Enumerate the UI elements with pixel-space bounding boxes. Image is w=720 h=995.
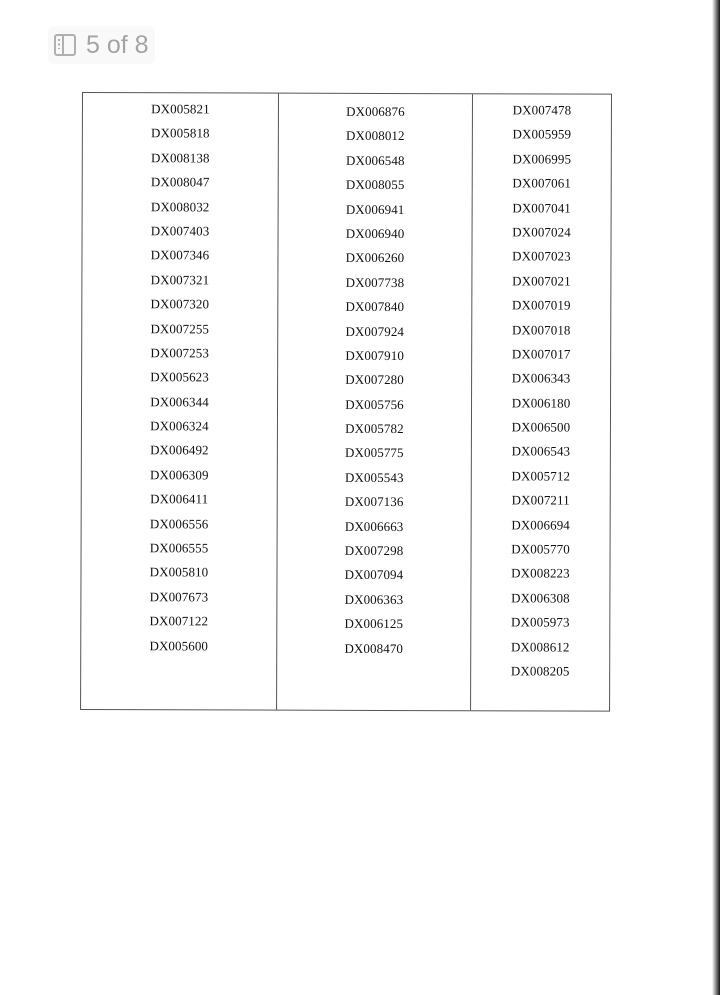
- table-cell: DX006995: [512, 151, 572, 167]
- table-cell: DX008223: [511, 565, 570, 581]
- table-cell: DX008032: [150, 198, 210, 214]
- table-cell: DX007346: [150, 247, 210, 263]
- table-cell: DX005600: [149, 637, 209, 653]
- table-cell: DX007321: [150, 271, 210, 288]
- table-cell: DX007924: [345, 323, 405, 339]
- table-cell: DX007017: [511, 346, 571, 362]
- table-cell: DX006500: [511, 419, 571, 435]
- table-cell: DX006663: [344, 518, 404, 534]
- table-cell: DX005623: [150, 369, 209, 385]
- table-cell: DX007024: [512, 224, 571, 240]
- table-cell: DX005821: [151, 101, 210, 117]
- table-cell: DX007061: [512, 175, 572, 191]
- table-cell: DX005543: [344, 469, 404, 485]
- table-cell: DX007320: [150, 296, 210, 312]
- table-cell: DX005782: [345, 420, 404, 437]
- table-cell: DX008470: [344, 640, 404, 656]
- id-column-2: [277, 94, 473, 711]
- table-cell: DX005770: [511, 541, 570, 557]
- table-cell: DX007023: [512, 248, 571, 264]
- table-cell: DX006180: [511, 395, 571, 411]
- table-cell: DX005959: [512, 126, 572, 142]
- table-cell: DX007021: [512, 273, 571, 289]
- table-cell: DX007298: [344, 542, 404, 559]
- table-cell: DX008205: [510, 663, 570, 679]
- table-cell: DX006343: [511, 370, 571, 386]
- table-cell: DX008055: [345, 177, 405, 193]
- table-cell: DX008012: [346, 128, 405, 144]
- table-cell: DX007478: [512, 102, 572, 118]
- table-cell: DX006548: [345, 152, 405, 168]
- table-cell: DX006125: [344, 616, 404, 632]
- table-cell: DX006543: [511, 443, 571, 460]
- id-column-3: [471, 94, 611, 710]
- table-cell: DX007403: [150, 223, 210, 239]
- table-cell: DX008047: [150, 174, 210, 190]
- table-cell: DX006556: [149, 515, 209, 532]
- table-cell: DX005810: [149, 564, 209, 580]
- table-cell: DX007122: [149, 613, 209, 629]
- table-cell: DX006363: [344, 591, 404, 607]
- table-cell: DX007094: [344, 567, 404, 583]
- table-cell: DX007019: [512, 297, 571, 313]
- table-cell: DX007910: [345, 347, 404, 363]
- page-indicator[interactable]: [48, 26, 155, 64]
- table-cell: DX006941: [345, 201, 405, 217]
- pages-icon: [54, 34, 76, 56]
- table-cell: DX007253: [150, 345, 209, 361]
- table-cell: DX006260: [345, 250, 405, 266]
- table-cell: DX007673: [149, 589, 209, 605]
- table-cell: DX006411: [150, 491, 209, 507]
- id-column-1: [81, 93, 279, 710]
- table-cell: DX006309: [149, 467, 209, 483]
- page-edge-shadow: [712, 0, 720, 995]
- table-cell: DX007280: [345, 372, 404, 388]
- table-cell: DX007018: [511, 321, 571, 338]
- table-cell: DX006492: [150, 442, 209, 458]
- table-cell: DX007738: [345, 274, 405, 290]
- table-cell: DX008138: [150, 149, 210, 166]
- page-indicator-label: 5 of 8: [86, 30, 149, 59]
- table-cell: DX008612: [510, 638, 570, 655]
- table-cell: DX007211: [511, 492, 570, 508]
- table-cell: DX006308: [511, 590, 570, 606]
- table-cell: DX007041: [512, 199, 571, 216]
- table-cell: DX007840: [345, 298, 405, 315]
- table-cell: DX006324: [150, 418, 209, 434]
- table-cell: DX005818: [151, 125, 210, 141]
- document-id-table: [80, 92, 612, 712]
- table-cell: DX006555: [149, 540, 209, 556]
- table-cell: DX006940: [345, 225, 405, 241]
- table-cell: DX007255: [150, 320, 210, 336]
- table-cell: DX005712: [511, 468, 571, 484]
- table-cell: DX005775: [345, 445, 404, 461]
- table-cell: DX005756: [345, 396, 404, 412]
- table-cell: DX007136: [344, 494, 404, 510]
- table-cell: DX006344: [150, 393, 209, 410]
- table-cell: DX006694: [511, 516, 570, 533]
- table-cell: DX006876: [346, 103, 405, 120]
- table-cell: DX005973: [511, 614, 570, 630]
